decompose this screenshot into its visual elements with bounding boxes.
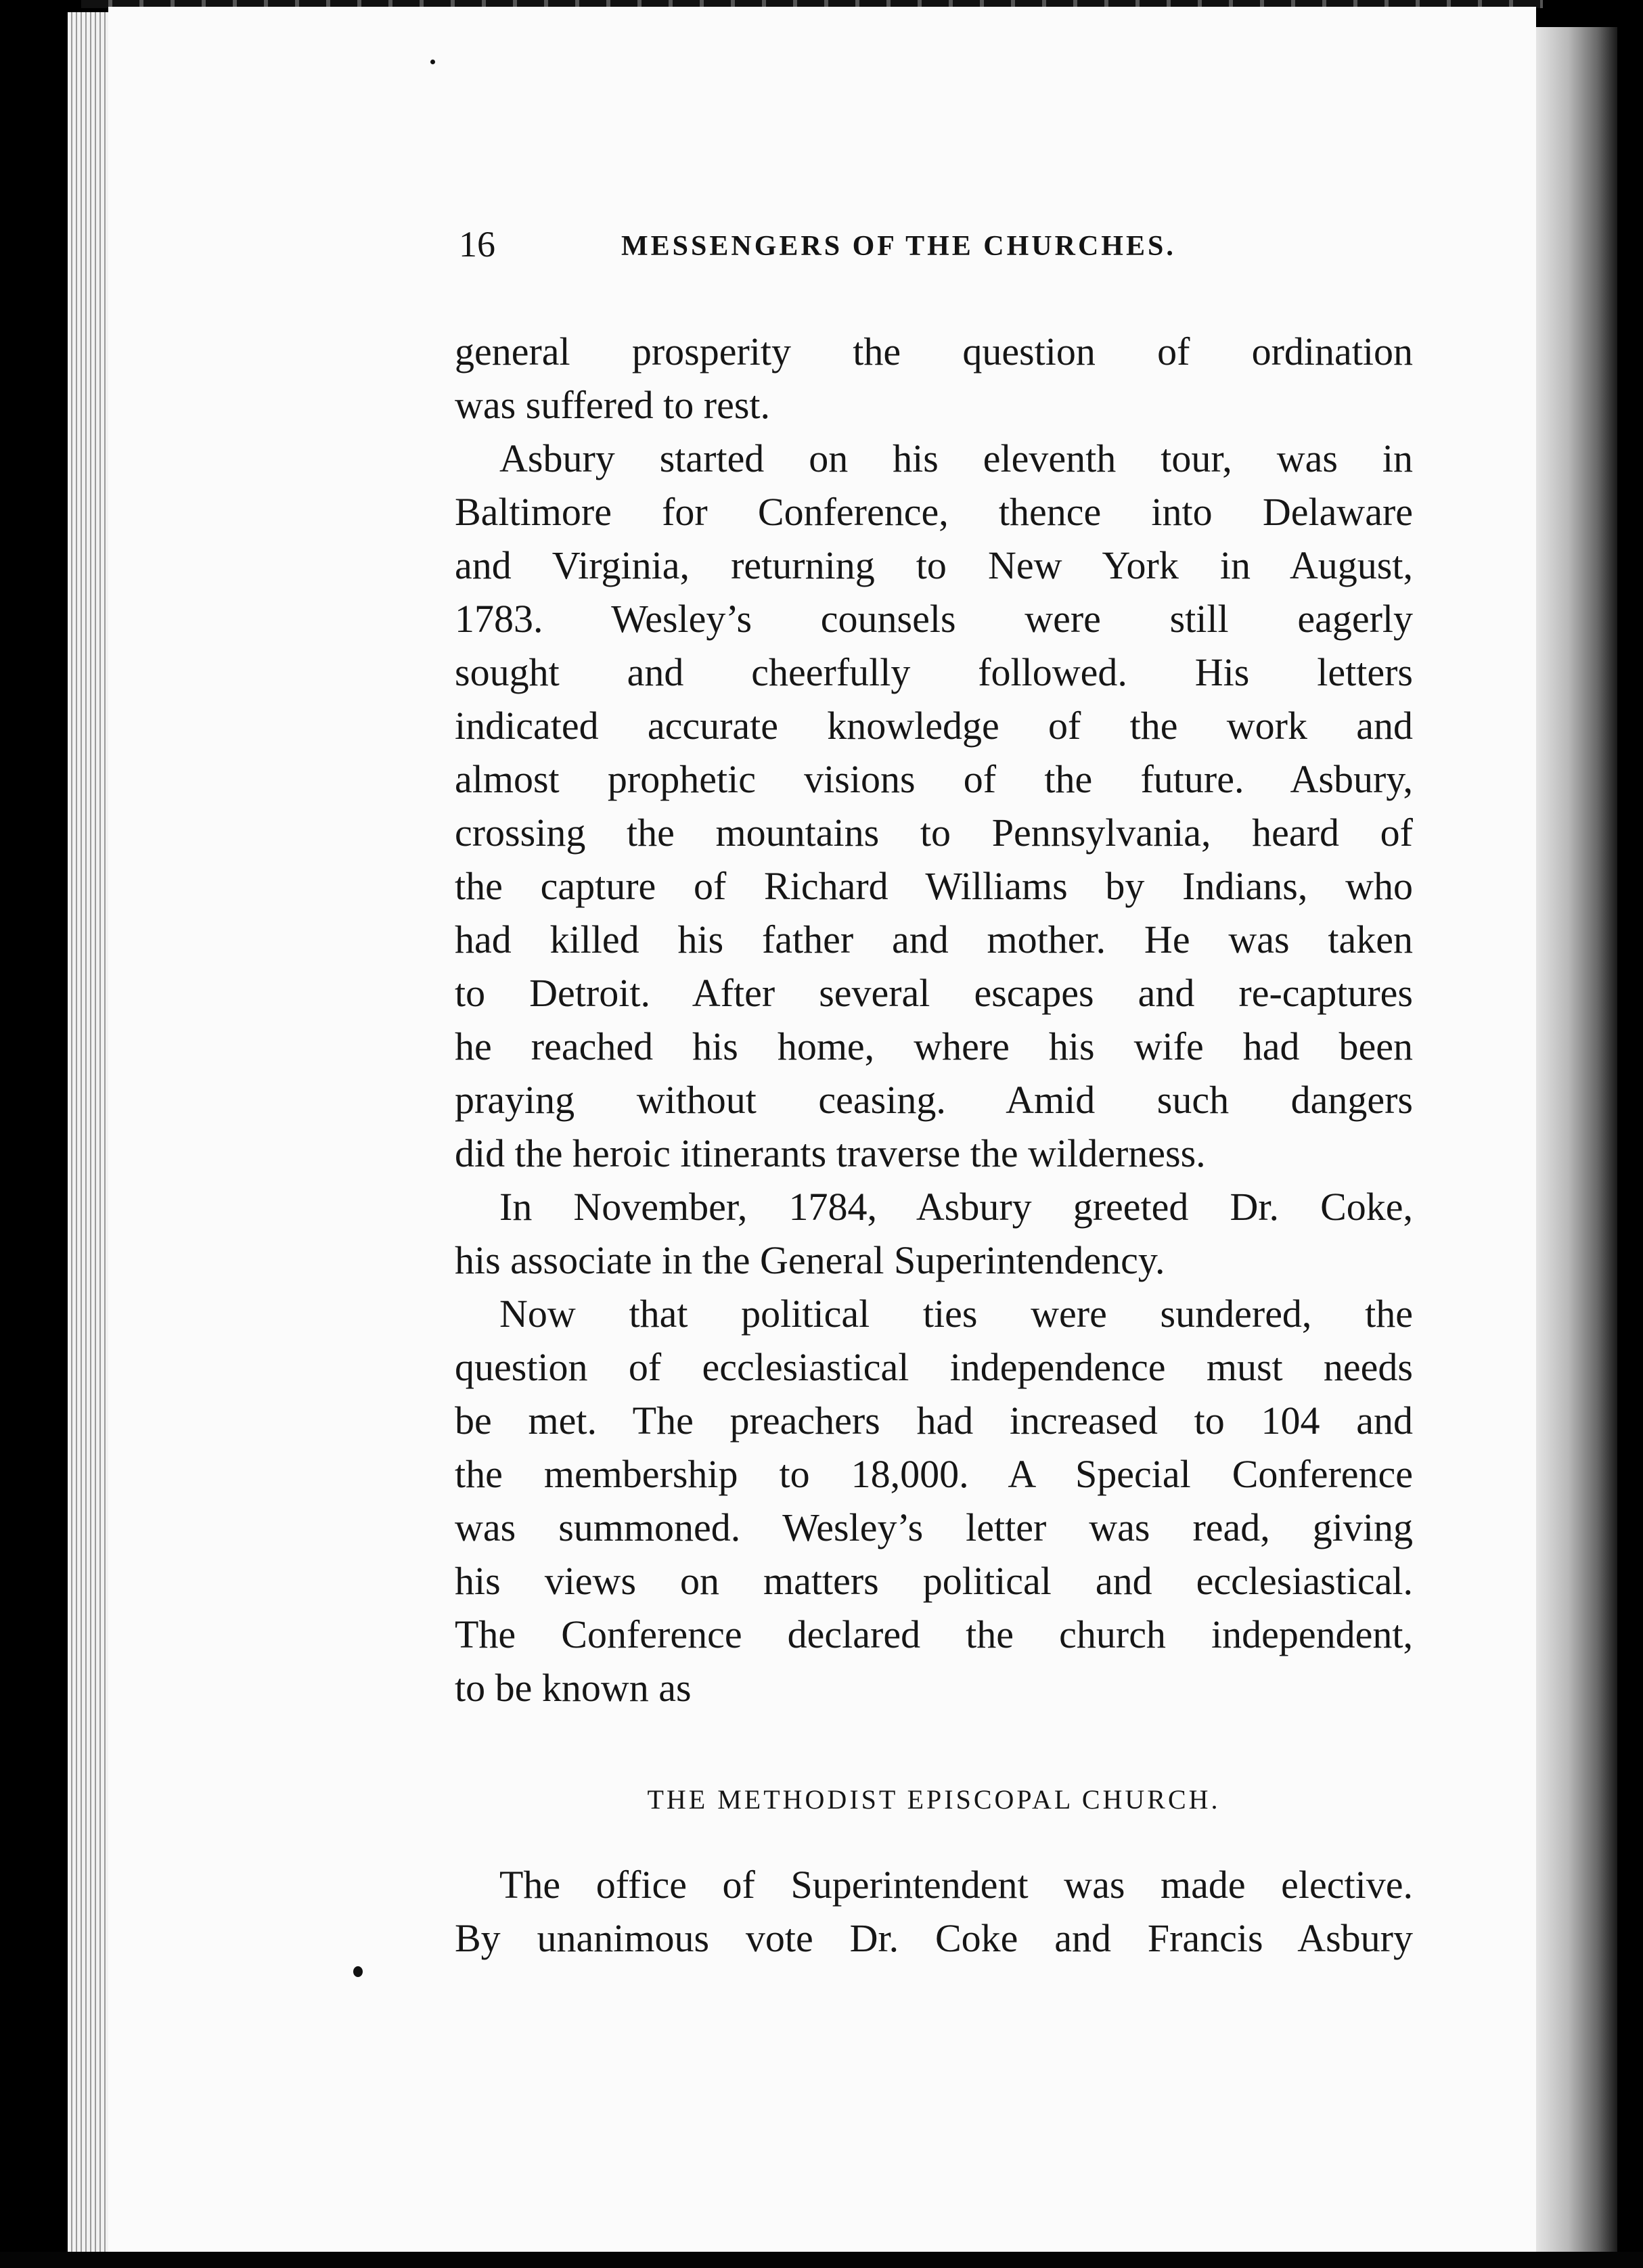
text-line: general prosperity the question of ordination — [455, 330, 1413, 373]
ink-speck — [353, 1966, 363, 1977]
page-gutter-shadow — [1536, 27, 1617, 2260]
text-line: In November, 1784, Asbury greeted Dr. Coke, — [499, 1185, 1413, 1229]
text-line: praying without ceasing. Amid such dangers — [455, 1078, 1413, 1122]
running-head — [459, 223, 1259, 277]
text-line: The office of Superintendent was made elective. — [499, 1863, 1413, 1907]
text-line: to Detroit. After several escapes and re-captures — [455, 971, 1413, 1015]
text-line: his views on matters political and ecclesiastical. — [455, 1559, 1413, 1603]
text-line: crossing the mountains to Pennsylvania, heard of — [455, 811, 1413, 855]
text-line: 1783. Wesley’s counsels were still eagerly — [455, 597, 1413, 641]
page-number: 16 — [459, 224, 495, 265]
text-line: The Conference declared the church independent, — [455, 1612, 1413, 1656]
bottom-edge — [0, 2252, 1643, 2268]
text-line: sought and cheerfully followed. His letters — [455, 650, 1413, 694]
text-line: be met. The preachers had increased to 104 and — [455, 1399, 1413, 1443]
body-text-continued — [455, 1858, 1413, 1965]
text-line: was summoned. Wesley’s letter was read, giving — [455, 1505, 1413, 1549]
text-line: his associate in the General Superintendency. — [455, 1238, 1165, 1282]
text-line: Asbury started on his eleventh tour, was in — [499, 436, 1413, 480]
text-line: did the heroic itinerants traverse the wilderness. — [455, 1131, 1206, 1175]
text-line: had killed his father and mother. He was taken — [455, 917, 1413, 961]
text-line: was suffered to rest. — [455, 383, 771, 427]
section-heading: THE METHODIST EPISCOPAL CHURCH. — [647, 1784, 1221, 1815]
text-line: the capture of Richard Williams by Indians, who — [455, 864, 1413, 908]
text-line: he reached his home, where his wife had been — [455, 1024, 1413, 1068]
text-line: the membership to 18,000. A Special Conference — [455, 1452, 1413, 1496]
text-line: Now that political ties were sundered, the — [499, 1292, 1413, 1336]
text-line: By unanimous vote Dr. Coke and Francis Asbury — [455, 1916, 1413, 1960]
text-line: and Virginia, returning to New York in August, — [455, 543, 1413, 587]
text-line: to be known as — [455, 1666, 692, 1710]
running-head-title: MESSENGERS OF THE CHURCHES. — [621, 231, 1176, 262]
ink-speck — [430, 60, 435, 64]
text-line: almost prophetic visions of the future. Asbury, — [455, 757, 1413, 801]
text-line: Baltimore for Conference, thence into Delaware — [455, 490, 1413, 534]
body-text — [455, 325, 1413, 1715]
page-edges — [68, 12, 108, 2259]
text-line: indicated accurate knowledge of the work and — [455, 704, 1413, 748]
text-line: question of ecclesiastical independence must needs — [455, 1345, 1413, 1389]
